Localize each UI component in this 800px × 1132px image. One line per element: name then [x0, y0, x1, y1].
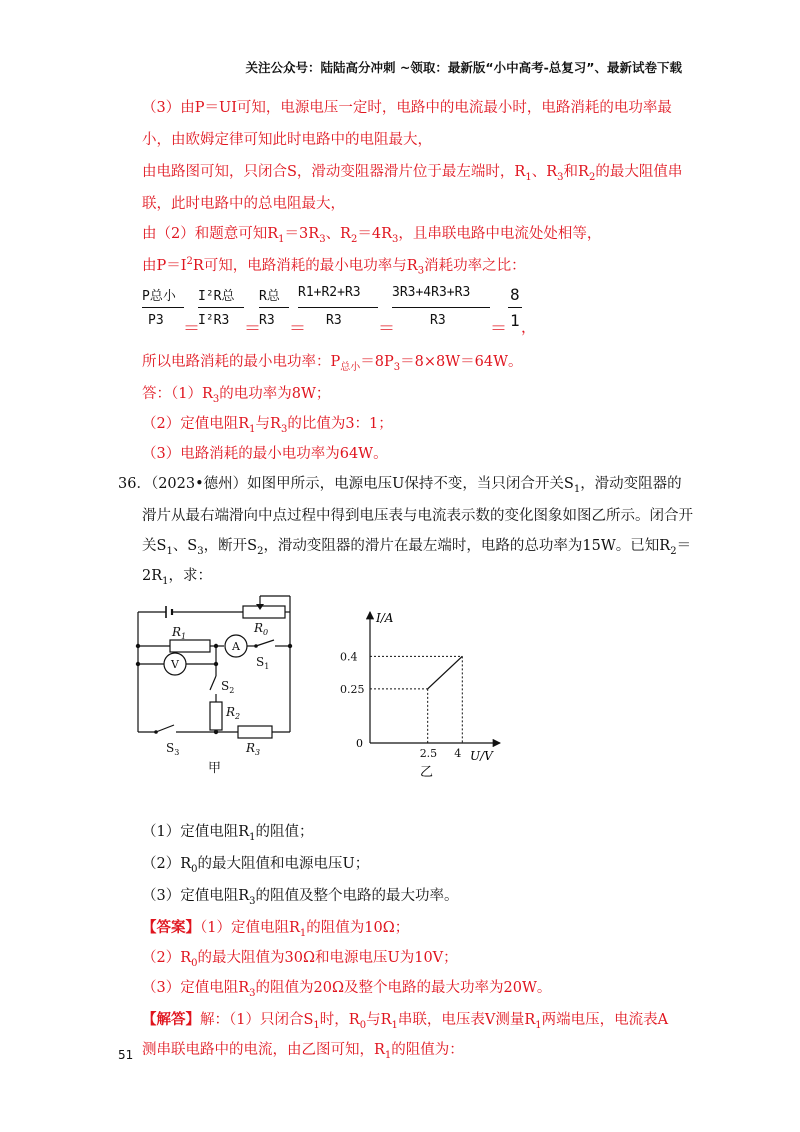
solution-line: 小，由欧姆定律可知此时电路中的电阻最大，	[142, 132, 432, 148]
label-r2: $R_2$	[226, 705, 241, 721]
x-tick-label: 4	[454, 747, 462, 760]
circuit-diagram	[128, 590, 308, 780]
resistor-r3	[238, 726, 272, 738]
solution-line: 联，此时电路中的总电阻最大，	[142, 196, 345, 212]
series-line	[428, 656, 463, 689]
label-r1: $R_1$	[172, 625, 187, 641]
analysis-line: 测串联电路中的电流，由乙图可知，$R_1$的阻值为：	[142, 1042, 464, 1061]
resistor-r1	[170, 640, 210, 652]
solution-line: 由（2）和题意可知$R_1=3R_3$、$R_2=4R_3$，且串联电路中电流处处相等，	[142, 226, 602, 245]
page-header: 关注公众号：陆陆高分冲刺 ~领取：最新版“小中高考-总复习”、最新试卷下载	[245, 60, 682, 75]
x-tick-label: 2.5	[419, 747, 438, 760]
solution-line: 所以电路消耗的最小电功率：$P_{总小}=8P_3=8\times 8W=64W$。	[142, 354, 523, 373]
answer-line: 答：$(1)R_3$的电功率为8W；	[142, 386, 331, 405]
equals-sign: ＝	[289, 319, 306, 339]
analysis-line: 【解答】解：（1）只闭合$S_1$时，$R_0$与$R_1$串联，电压表V测量$R_1$两端电压，电流表A	[142, 1011, 669, 1031]
label-r0: $R_0$	[254, 621, 269, 637]
sub-question: （1）定值电阻$R_1$的阻值；	[142, 824, 314, 843]
page-number: 51	[118, 1048, 134, 1062]
figure-caption-jia: 甲	[208, 761, 222, 776]
sub-question: （3）定值电阻$R_3$的阻值及整个电路的最大功率。	[142, 888, 459, 907]
answer-line: $(2)R_0$的最大阻值为30Ω和电源电压U为10V；	[142, 950, 458, 969]
label-s2: $S_2$	[221, 679, 235, 695]
label-r3: $R_3$	[246, 741, 261, 757]
comma: ，	[521, 318, 537, 336]
solution-line: 由$P=I^2R$可知，电路消耗的最小电功率与$R_3$消耗功率之比：	[142, 256, 526, 277]
label-s1: $S_1$	[256, 655, 270, 671]
iu-chart	[330, 600, 510, 780]
question-line: 关$S_1$、$S_3$，断开$S_2$，滑动变阻器的滑片在最左端时，电路的总功率为15W。已知$R_2=$	[142, 538, 692, 557]
sub-question: $(2)R_0$的最大阻值和电源电压U；	[142, 856, 370, 875]
y-axis-label: I/A	[376, 611, 394, 625]
equals-sign: ＝	[183, 319, 200, 339]
voltmeter-label: V	[171, 658, 179, 671]
figure-caption-yi: 乙	[420, 765, 434, 780]
question-line: $2R_1$，求：	[142, 568, 213, 587]
solution-line: 由电路图可知，只闭合S，滑动变阻器滑片位于最左端时，$R_1$、$R_3$和$R_2$的最大阻值串	[142, 164, 683, 183]
equals-sign: ＝	[490, 319, 507, 339]
origin-label: 0	[356, 737, 363, 750]
answer-line: （3）电路消耗的最小电功率为64W。	[142, 446, 388, 462]
equals-sign: ＝	[378, 319, 395, 339]
solution-line: （3）由P＝UI可知，电源电压一定时，电路中的电流最小时，电路消耗的电功率最	[142, 100, 672, 116]
resistor-r2	[210, 702, 222, 730]
ammeter-label: A	[232, 640, 240, 653]
x-axis-label: U/V	[470, 749, 493, 763]
rheostat-r0	[243, 606, 285, 618]
answer-line: 【答案】（1）定值电阻$R_1$的阻值为10Ω；	[142, 919, 410, 939]
equals-sign: ＝	[244, 319, 261, 339]
answer-line: （2）定值电阻$R_1$与$R_3$的比值为3：1；	[142, 416, 393, 435]
y-tick-label: 0.25	[340, 682, 365, 696]
question-line: 36．（2023•德州）如图甲所示，电源电压U保持不变，当只闭合开关$S_1$，滑动变阻器的	[118, 476, 682, 495]
y-tick-label: 0.4	[340, 650, 358, 664]
answer-line: （3）定值电阻$R_3$的阻值为20Ω及整个电路的最大功率为20W。	[142, 980, 552, 999]
question-line: 滑片从最右端滑向中点过程中得到电压表与电流表示数的变化图象如图乙所示。闭合开	[142, 508, 693, 524]
label-s3: $S_3$	[166, 741, 180, 757]
